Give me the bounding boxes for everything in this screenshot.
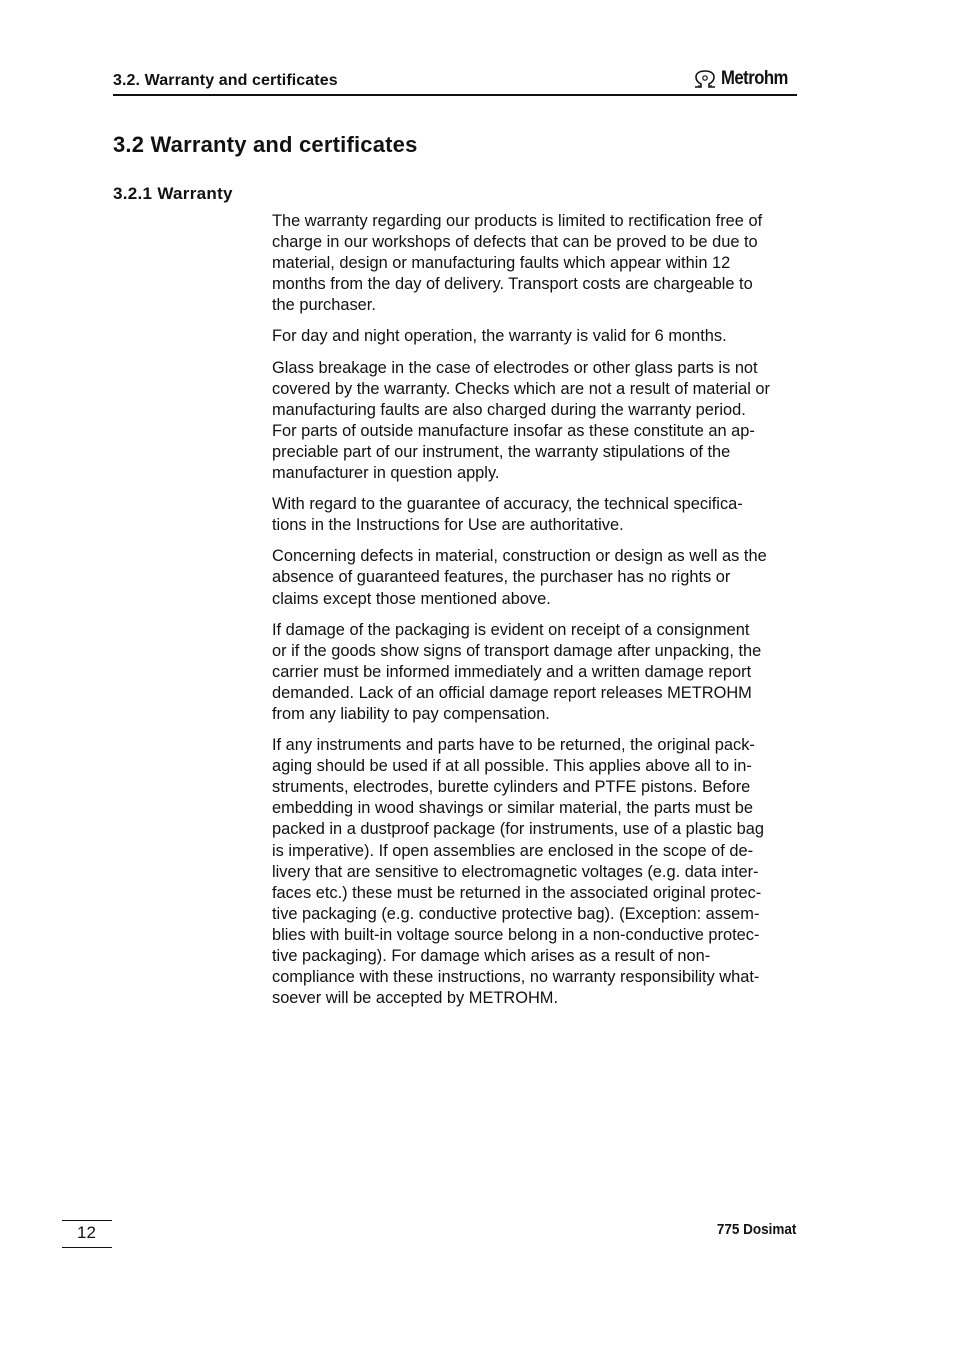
paragraph-transport-damage: If damage of the packaging is evident on receipt of a consignment or if the goods show signs of transport damage after unpacking, the carrier must be informed immediately and a written damage report demanded. Lack of an official damage report releases METROHM from any liability to pay compensation. [272, 620, 762, 723]
paragraph-glass-breakage: Glass breakage in the case of electrodes or other glass parts is not covered by the warranty. Checks which are not a result of material or manufacturing faults are also charged during the warranty period. For parts of outside manufacture insofar as these constitute an ap- preciable part of our instrument, the warranty stipulations of the manufacturer in question apply. [272, 358, 771, 483]
running-header [113, 70, 797, 96]
metrohm-logo [693, 68, 797, 90]
page-number: 12 [77, 1223, 96, 1242]
subsection-title: 3.2.1 Warranty [113, 184, 233, 203]
metrohm-omega-icon [693, 69, 717, 89]
paragraph-returns: If any instruments and parts have to be returned, the original pack- aging should be used if at all possible. This applies above all to in- struments, electrodes, burette cylinders and PTFE pistons. Before embedding in wood shavings or similar material, the parts must be packed in a dustproof package (for instruments, use of a plastic bag is imperative). If open assemblies are enclosed in the scope of de- livery that are sensitive to electromagnetic voltages (e.g. data inter- faces etc.) these must be returned in the associated original protec- tive packaging (e.g. conductive protective bag). (Exception: assem- blies with built-in voltage source belong in a non-conductive protec- tive packaging). For damage which arises as a result of non- compliance with these instructions, no warranty responsibility what- soever will be accepted by METROHM. [272, 736, 764, 1008]
warranty-body [272, 211, 802, 1019]
paragraph-day-night-operation: For day and night operation, the warranty is valid for 6 months. [272, 327, 727, 346]
paragraph-accuracy: With regard to the guarantee of accuracy, the technical specifica- tions in the Instructions for Use are authoritative. [272, 495, 743, 535]
paragraph-rectification: The warranty regarding our products is limited to rectification free of charge in our workshops of defects that can be proved to be due to material, design or manufacturing faults which appear within 12 months from the day of delivery. Transport costs are chargeable to the purchaser. [272, 212, 763, 315]
paragraph-defects: Concerning defects in material, construction or design as well as the absence of guaranteed features, the purchaser has no rights or claims except those mentioned above. [272, 547, 767, 608]
section-title: 3.2 Warranty and certificates [113, 132, 418, 157]
footer-bottom-rule [62, 1247, 112, 1248]
running-header-title: 3.2. Warranty and certificates [113, 72, 338, 89]
logo-text: Metrohm [720, 68, 788, 89]
footer-top-rule [62, 1220, 112, 1221]
product-name: 775 Dosimat [716, 1221, 796, 1238]
